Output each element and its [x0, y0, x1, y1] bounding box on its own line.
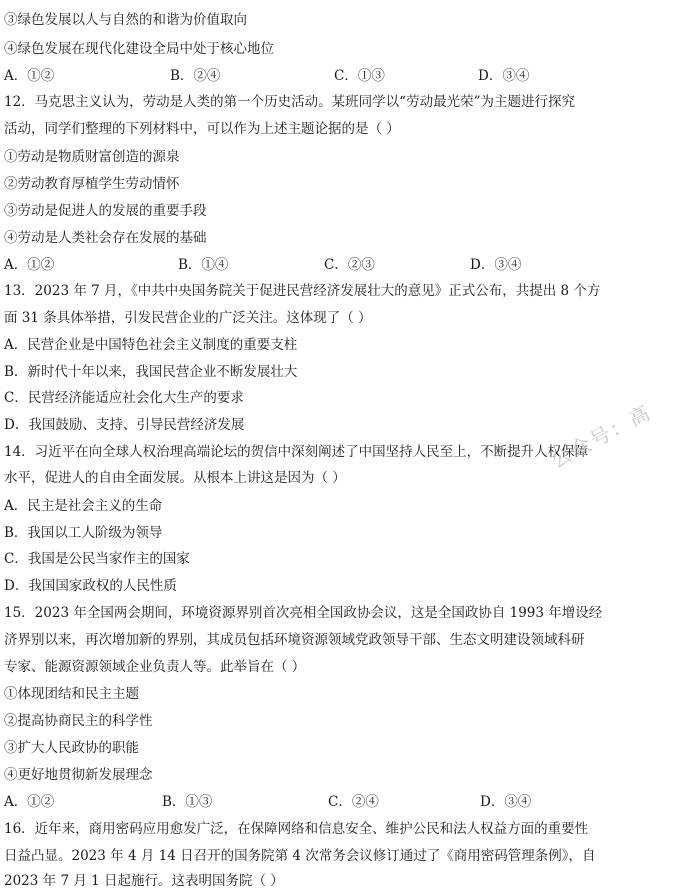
q13-option-d: D．我国鼓励、支持、引导民营经济发展: [4, 417, 245, 433]
q15-statement-3: ③扩大人民政协的职能: [4, 740, 139, 756]
q15-stem-line-3: 专家、能源资源领域企业负责人等。此举旨在（ ）: [4, 659, 306, 675]
q13-option-c: C．民营经济能适应社会化大生产的要求: [4, 390, 244, 406]
q12-statement-1: ①劳动是物质财富创造的源泉: [4, 149, 180, 165]
q14-option-d: D．我国国家政权的人民性质: [4, 578, 177, 594]
q15-option-a: A．①②: [4, 794, 55, 810]
q14-option-b: B．我国以工人阶级为领导: [4, 525, 163, 541]
q16-stem-line-1: 16．近年来，商用密码应用愈发广泛，在保障网络和信息安全、维护公民和法人权益方面的重要性: [4, 821, 589, 837]
q11-option-b: B．②④: [170, 68, 221, 84]
q12-option-a: A．①②: [4, 257, 55, 273]
q15-option-d: D．③④: [480, 794, 532, 810]
q12-option-b: B．①④: [178, 257, 229, 273]
q15-option-b: B．①③: [162, 794, 213, 810]
q14-option-c: C．我国是公民当家作主的国家: [4, 551, 190, 567]
q14-option-a: A．民主是社会主义的生命: [4, 498, 163, 514]
q12-options: [4, 256, 684, 274]
q14-stem-line-1: 14．习近平在向全球人权治理高端论坛的贺信中深刻阐述了中国坚持人民至上，不断提升人权保障: [4, 444, 589, 460]
q15-stem-line-2: 济界别以来，再次增加新的界别，其成员包括环境资源领域党政领导干部、生态文明建设领域科研: [4, 632, 585, 648]
q11-statement-4: ④绿色发展在现代化建设全局中处于核心地位: [4, 41, 274, 57]
q12-stem-line-1: 12．马克思主义认为，劳动是人类的第一个历史活动。某班同学以“劳动最光荣”为主题进行探究: [4, 94, 575, 110]
q12-stem-line-2: 活动，同学们整理的下列材料中，可以作为上述主题论据的是（ ）: [4, 121, 400, 137]
q13-option-a: A．民营企业是中国特色社会主义制度的重要支柱: [4, 337, 298, 353]
q15-statement-4: ④更好地贯彻新发展理念: [4, 767, 153, 783]
watermark: 公众号：高: [546, 399, 656, 473]
q16-stem-line-2: 日益凸显。2023 年 4 月 14 日召开的国务院第 4 次常务会议修订通过了《商用密码管理条例》，自: [4, 848, 596, 864]
q11-option-a: A．①②: [4, 68, 55, 84]
q11-options: [4, 67, 684, 85]
q16-stem-line-3: 2023 年 7 月 1 日起施行。这表明国务院（ ）: [4, 873, 284, 889]
q12-statement-3: ③劳动是促进人的发展的重要手段: [4, 203, 207, 219]
q11-option-d: D．③④: [478, 68, 530, 84]
q13-stem-line-2: 面 31 条具体举措，引发民营企业的广泛关注。这体现了（ ）: [4, 310, 372, 326]
q11-option-c: C．①③: [334, 68, 385, 84]
q15-option-c: C．②④: [328, 794, 379, 810]
q12-option-d: D．③④: [470, 257, 522, 273]
q11-statement-3: ③绿色发展以人与自然的和谐为价值取向: [4, 12, 247, 28]
q15-options: [4, 793, 684, 811]
q15-stem-line-1: 15．2023 年全国两会期间，环境资源界别首次亮相全国政协会议，这是全国政协自 1993 年增设经: [4, 605, 603, 621]
q12-statement-2: ②劳动教育厚植学生劳动情怀: [4, 176, 180, 192]
q13-stem-line-1: 13．2023 年 7 月，《中共中央国务院关于促进民营经济发展壮大的意见》正式公布，共提出 8 个方: [4, 283, 601, 299]
q14-stem-line-2: 水平，促进人的自由全面发展。从根本上讲这是因为（ ）: [4, 470, 346, 486]
q15-statement-2: ②提高协商民主的科学性: [4, 713, 153, 729]
q15-statement-1: ①体现团结和民主主题: [4, 686, 139, 702]
q12-option-c: C．②③: [324, 257, 375, 273]
q13-option-b: B．新时代十年以来，我国民营企业不断发展壮大: [4, 364, 298, 380]
q12-statement-4: ④劳动是人类社会存在发展的基础: [4, 230, 207, 246]
